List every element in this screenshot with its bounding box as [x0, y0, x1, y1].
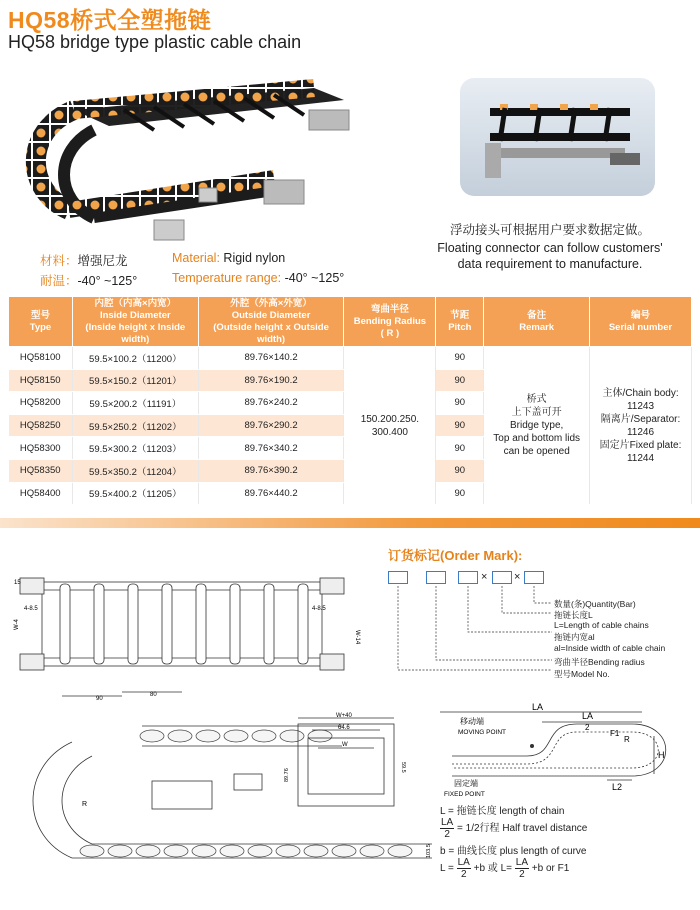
material-cn: 材料：增强尼龙 [40, 254, 128, 268]
chain-link [168, 730, 192, 742]
th-type: 型号 Type [9, 297, 73, 347]
cell-inside: 59.5×150.2（11201） [72, 369, 198, 392]
order-times-1: × [481, 571, 488, 583]
chain-link [248, 845, 272, 857]
formula-b: b = 曲线长度 plus length of curve [440, 846, 587, 857]
formula-la2: $\frac{LA}{2}$ = 1/2行程 Half travel distance [441, 817, 588, 840]
th-bending: 弯曲半径 Bending Radius ( R ) [344, 297, 436, 347]
order-line-length-en: L=Length of cable chains [554, 620, 649, 630]
temp-en: Temperature range: -40° ~125° [172, 271, 345, 285]
cell-inside: 59.5×350.2（11204） [72, 459, 198, 482]
crossbar [128, 584, 138, 664]
crossbar [94, 584, 104, 664]
label-moving-en: MOVING POINT [458, 729, 507, 736]
order-leader-lines [380, 584, 560, 676]
chain-link [252, 730, 276, 742]
order-line-length: 拖链长度L [554, 610, 593, 620]
label-moving-cn: 移动端 [460, 717, 484, 726]
formula-l: L = 拖链长度 length of chain [440, 806, 565, 817]
spec-table [8, 296, 692, 505]
chain-link [140, 730, 164, 742]
dim-w4: W-4 [14, 619, 20, 630]
cell-type: HQ58350 [9, 459, 73, 482]
cell-pitch: 90 [436, 347, 484, 370]
cell-outside: 89.76×190.2 [198, 369, 344, 392]
page-title: HQ58桥式全塑拖链 [8, 7, 212, 33]
dim-w14: W-14 [354, 630, 360, 645]
dim-48-right: 4-8.5 [312, 606, 326, 612]
dim-645: 64.6 [338, 725, 350, 731]
dim-80: 80 [150, 692, 157, 698]
cell-outside: 89.76×240.2 [198, 392, 344, 415]
order-line-qty: 数量(条)Quantity(Bar) [554, 599, 636, 609]
dim-w: W [342, 742, 348, 748]
label-la2: LA [582, 711, 594, 721]
dim-48-left: 4-8.5 [24, 606, 38, 612]
order-mark-title: 订货标记(Order Mark): [388, 548, 523, 563]
cell-inside: 59.5×250.2（11202） [72, 414, 198, 437]
chain-link [276, 845, 300, 857]
dim-595: 59.5 [400, 762, 406, 773]
cell-pitch: 90 [436, 369, 484, 392]
floating-cn: 浮动接头可根据用户要求数据定做。 [449, 223, 650, 237]
cell-inside: 59.5×200.2（11191） [72, 392, 198, 415]
dim-90: 90 [96, 696, 103, 702]
cell-bending: 150.200.250. 300.400 [344, 347, 436, 505]
th-remark: 备注 Remark [484, 297, 590, 347]
label-h: H [658, 750, 665, 760]
dim-r-side: R [82, 801, 88, 808]
material-en: Material: Rigid nylon [172, 251, 286, 265]
crossbar [230, 584, 240, 664]
order-box-qty [524, 571, 544, 584]
cell-remark: 桥式 上下盖可开 Bridge type, Top and bottom lids can be opened [484, 347, 590, 505]
label-l2: L2 [612, 782, 623, 792]
chain-link [304, 845, 328, 857]
label-la: LA [532, 702, 544, 712]
order-box-model [388, 571, 408, 584]
travel-schematic [432, 700, 692, 800]
cell-type: HQ58100 [9, 347, 73, 370]
cell-inside: 59.5×300.2（11203） [72, 437, 198, 460]
dim-103: 103.5 [426, 844, 432, 858]
cell-pitch: 90 [436, 392, 484, 415]
chain-link [108, 845, 132, 857]
temp-cn: 耐温：-40° ~125° [40, 274, 138, 288]
cross-section-drawing [278, 712, 408, 812]
cell-outside: 89.76×290.2 [198, 414, 344, 437]
chain-link [388, 845, 412, 857]
label-r: R [624, 735, 630, 744]
label-fixed-en: FIXED POINT [444, 791, 485, 798]
dim-w40: W+40 [336, 713, 352, 719]
order-box-length [492, 571, 512, 584]
section-divider [0, 518, 700, 528]
th-serial: 编号 Serial number [590, 297, 692, 347]
cell-outside: 89.76×390.2 [198, 459, 344, 482]
label-fixed-cn: 固定端 [454, 779, 478, 788]
table-row [9, 347, 692, 370]
floating-en-1: Floating connector can follow customers' [437, 241, 663, 255]
chain-link [192, 845, 216, 857]
chain-link [360, 845, 384, 857]
crossbar [196, 584, 206, 664]
crossbar [162, 584, 172, 664]
chain-link [332, 845, 356, 857]
crossbar [264, 584, 274, 664]
cell-outside: 89.76×440.2 [198, 482, 344, 505]
label-la2-den: 2 [585, 723, 590, 732]
chain-link [196, 730, 220, 742]
cell-type: HQ58200 [9, 392, 73, 415]
floating-connector-photo [460, 78, 655, 196]
order-box-width [458, 571, 478, 584]
page-subtitle: HQ58 bridge type plastic cable chain [8, 32, 302, 52]
cell-type: HQ58250 [9, 414, 73, 437]
cell-type: HQ58300 [9, 437, 73, 460]
order-line-width: 拖链内宽al [554, 632, 595, 642]
chain-link [136, 845, 160, 857]
th-outside: 外腔（外高×外宽） Outside Diameter (Outside height x Outside width) [198, 297, 344, 347]
cell-serial: 主体/Chain body: 11243 隔离片/Separator: 11246 固定片Fixed plate: 11244 [590, 347, 692, 505]
cell-outside: 89.76×140.2 [198, 347, 344, 370]
cell-pitch: 90 [436, 437, 484, 460]
order-line-model: 型号Model No. [554, 669, 610, 679]
dim-15: 15 [14, 580, 21, 586]
floating-en-2: data requirement to manufacture. [457, 257, 643, 271]
chain-link [164, 845, 188, 857]
cell-pitch: 90 [436, 482, 484, 505]
chain-product-image [14, 70, 364, 250]
cell-pitch: 90 [436, 414, 484, 437]
order-line-width-en: al=Inside width of cable chain [554, 643, 666, 653]
formula-total: L = $\frac{LA}{2}$ +b 或 L= $\frac{LA}{2}$ +b or F1 [440, 857, 570, 880]
table-header-row [9, 297, 692, 347]
cell-inside: 59.5×100.2（11200） [72, 347, 198, 370]
label-f1: F1 [610, 729, 620, 738]
crossbar [60, 584, 70, 664]
cell-inside: 59.5×400.2（11205） [72, 482, 198, 505]
th-pitch: 节距 Pitch [436, 297, 484, 347]
cell-pitch: 90 [436, 459, 484, 482]
order-times-2: × [514, 571, 521, 583]
chain-link [80, 845, 104, 857]
crossbar [298, 584, 308, 664]
dim-8976: 89.76 [284, 768, 290, 782]
top-view-drawing [12, 568, 362, 680]
order-box-radius [426, 571, 446, 584]
chain-link [224, 730, 248, 742]
chain-link [220, 845, 244, 857]
cell-type: HQ58150 [9, 369, 73, 392]
order-line-radius: 弯曲半径Bending radius [554, 657, 645, 667]
cell-outside: 89.76×340.2 [198, 437, 344, 460]
cell-type: HQ58400 [9, 482, 73, 505]
th-inside: 内腔（内高×内宽） Inside Diameter (Inside height x Inside width) [72, 297, 198, 347]
